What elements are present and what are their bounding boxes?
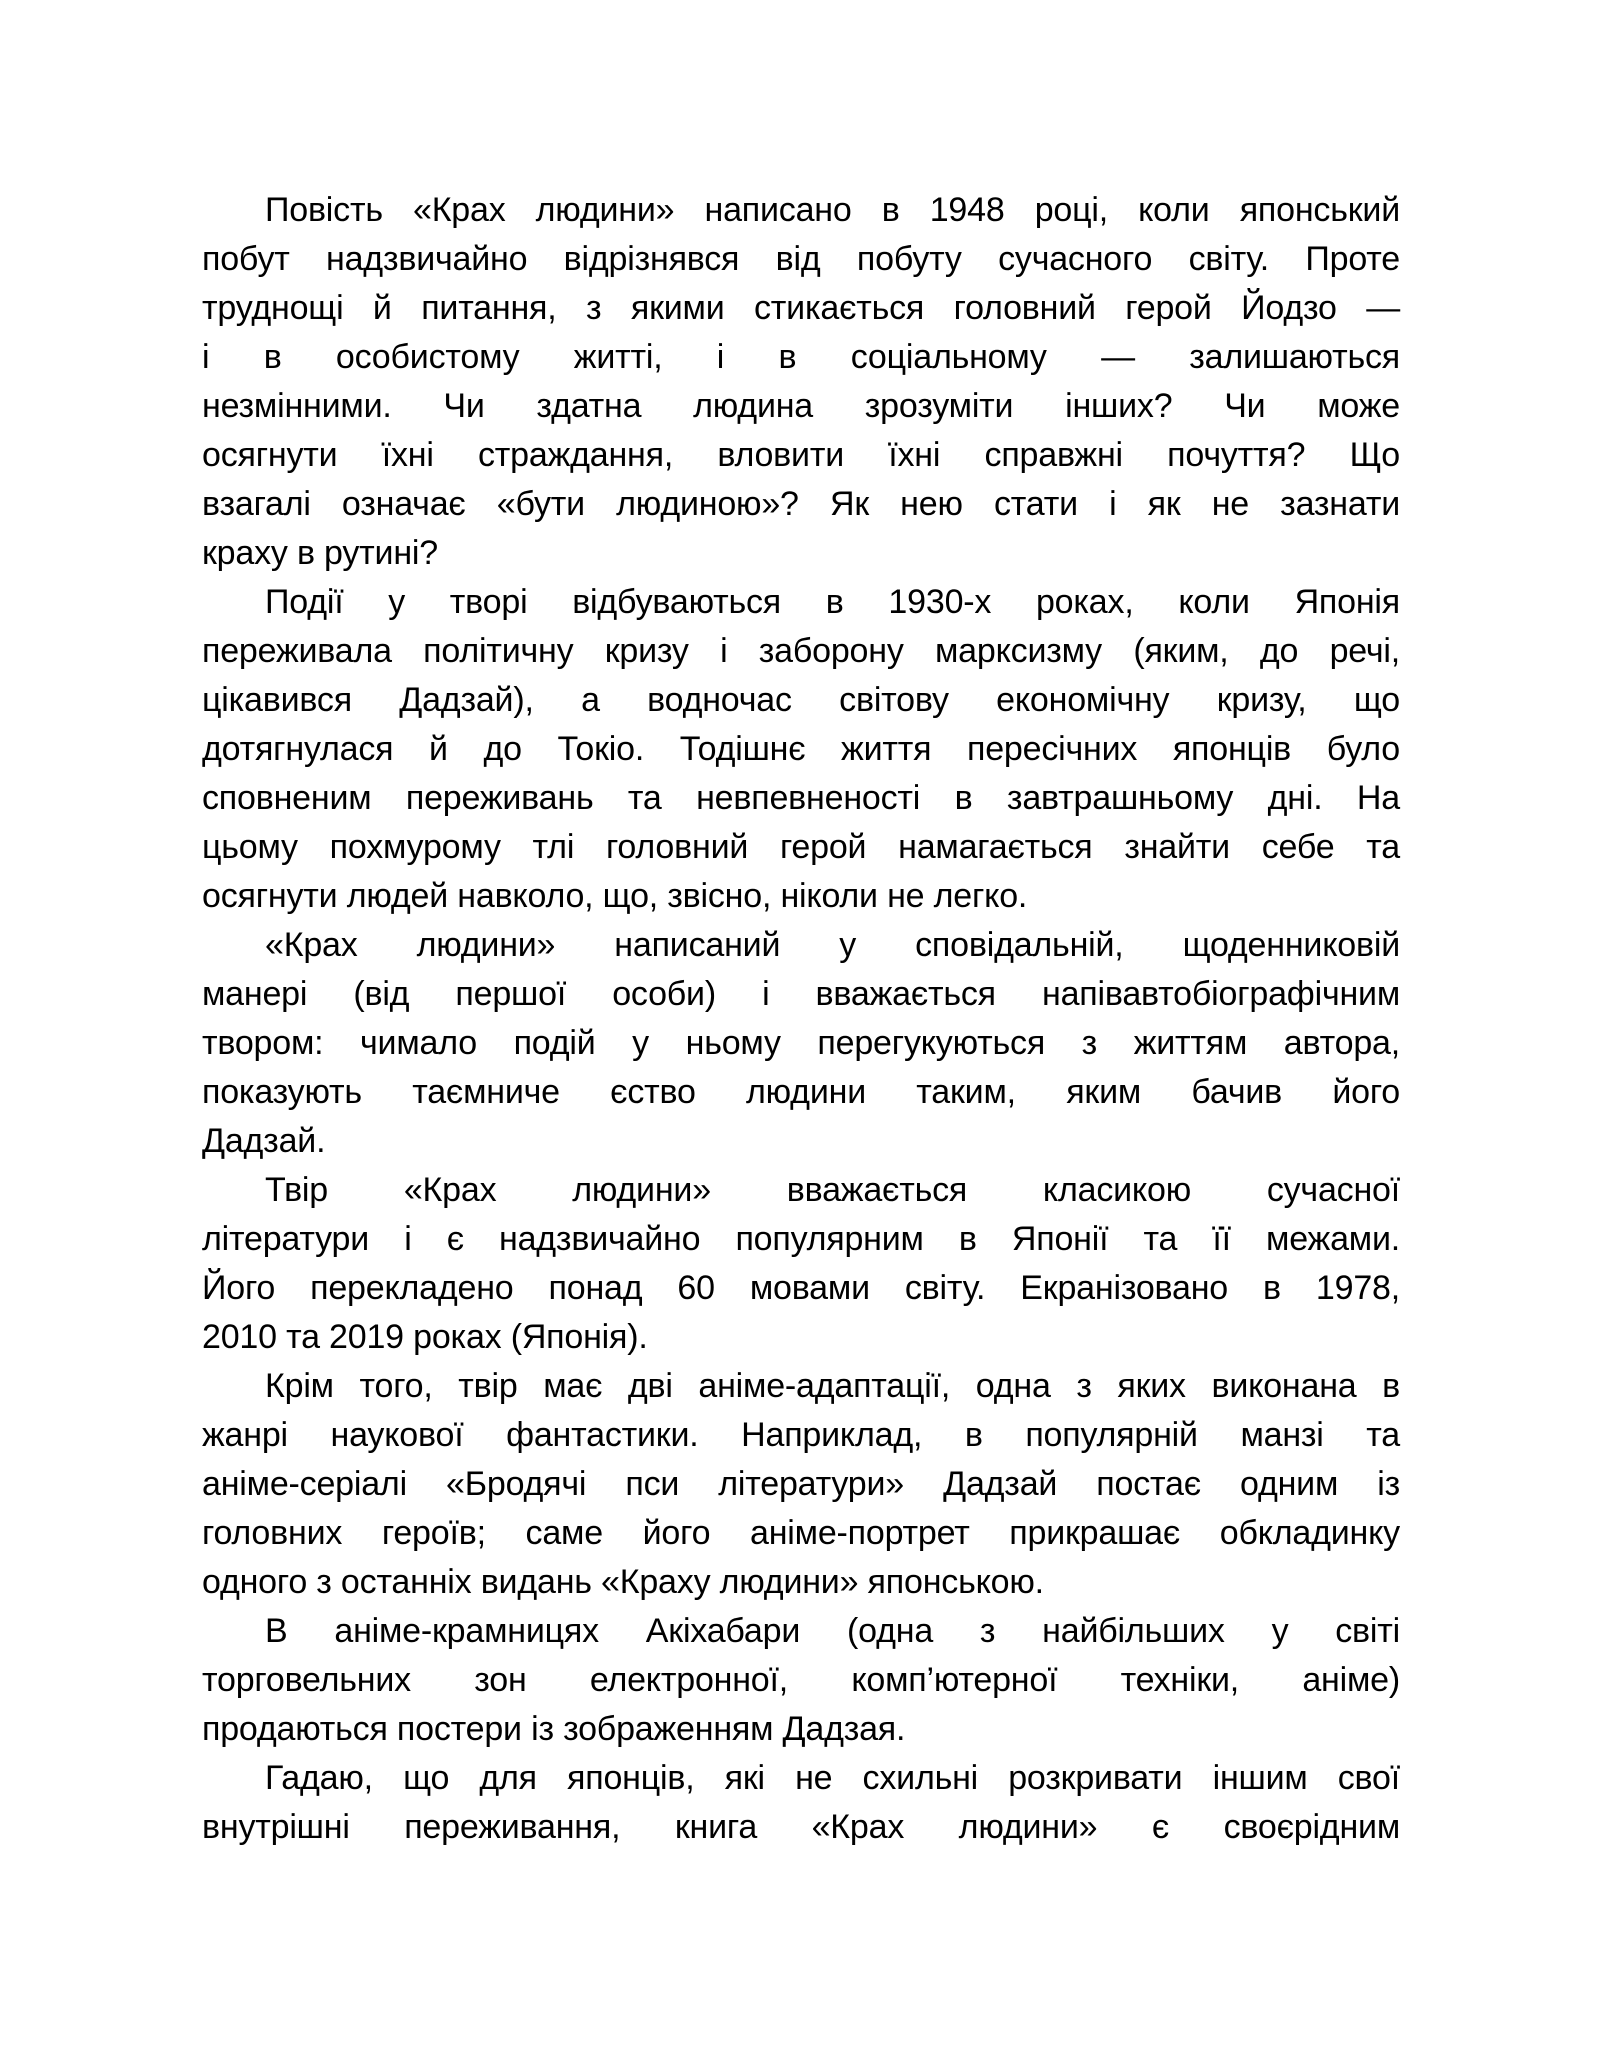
text-line: В аніме-крамницях Акіхабари (одна з найбільших у світі bbox=[265, 1612, 1400, 1650]
text-line: Крім того, твір має дві аніме-адаптації, одна з яких виконана в bbox=[265, 1367, 1400, 1405]
text-line: дотягнулася й до Токіо. Тодішнє життя пересічних японців було bbox=[202, 730, 1400, 768]
text-line: Події у творі відбуваються в 1930-х роках, коли Японія bbox=[265, 583, 1400, 621]
text-line: показують таємниче єство людини таким, яким бачив його bbox=[202, 1073, 1400, 1111]
text-line: осягнути людей навколо, що, звісно, ніколи не легко. bbox=[202, 877, 1028, 915]
text-line: «Крах людини» написаний у сповідальній, щоденниковій bbox=[265, 926, 1400, 964]
text-line: побут надзвичайно відрізнявся від побуту сучасного світу. Проте bbox=[202, 240, 1400, 278]
text-line: сповненим переживань та невпевненості в завтрашньому дні. На bbox=[202, 779, 1400, 817]
text-line: одного з останніх видань «Краху людини» японською. bbox=[202, 1563, 1044, 1601]
text-line: Його перекладено понад 60 мовами світу. Екранізовано в 1978, bbox=[202, 1269, 1400, 1307]
paragraph bbox=[202, 186, 1400, 578]
text-line: цьому похмурому тлі головний герой намагається знайти себе та bbox=[202, 828, 1400, 866]
paragraph bbox=[202, 578, 1400, 921]
text-line: Гадаю, що для японців, які не схильні розкривати іншим свої bbox=[265, 1759, 1400, 1797]
text-line: твором: чимало подій у ньому перегукуються з життям автора, bbox=[202, 1024, 1400, 1062]
text-line: переживала політичну кризу і заборону марксизму (яким, до речі, bbox=[202, 632, 1400, 670]
text-line: взагалі означає «бути людиною»? Як нею стати і як не зазнати bbox=[202, 485, 1400, 523]
paragraph bbox=[202, 1166, 1400, 1362]
text-line: 2010 та 2019 роках (Японія). bbox=[202, 1318, 648, 1356]
paragraph bbox=[202, 1754, 1400, 1852]
text-line: і в особистому житті, і в соціальному — залишаються bbox=[202, 338, 1400, 376]
paragraph bbox=[202, 1607, 1400, 1754]
text-line: труднощі й питання, з якими стикається головний герой Йодзо — bbox=[202, 289, 1400, 327]
text-block bbox=[202, 186, 1400, 1852]
text-line: жанрі наукової фантастики. Наприклад, в популярній манзі та bbox=[202, 1416, 1400, 1454]
text-line: торговельних зон електронної, комп’ютерної техніки, аніме) bbox=[202, 1661, 1400, 1699]
text-line: літератури і є надзвичайно популярним в Японії та її межами. bbox=[202, 1220, 1400, 1258]
paragraph bbox=[202, 921, 1400, 1166]
text-line: осягнути їхні страждання, вловити їхні справжні почуття? Що bbox=[202, 436, 1400, 474]
text-line: Дадзай. bbox=[202, 1122, 326, 1160]
text-line: головних героїв; саме його аніме-портрет прикрашає обкладинку bbox=[202, 1514, 1400, 1552]
text-line: аніме-серіалі «Бродячі пси літератури» Дадзай постає одним із bbox=[202, 1465, 1400, 1503]
text-line: краху в рутині? bbox=[202, 534, 438, 572]
paragraph bbox=[202, 1362, 1400, 1607]
text-line: манері (від першої особи) і вважається напівавтобіографічним bbox=[202, 975, 1400, 1013]
text-line: внутрішні переживання, книга «Крах людини» є своєрідним bbox=[202, 1808, 1400, 1846]
text-line: продаються постери із зображенням Дадзая. bbox=[202, 1710, 906, 1748]
text-line: цікавився Дадзай), а водночас світову економічну кризу, що bbox=[202, 681, 1400, 719]
text-line: незмінними. Чи здатна людина зрозуміти інших? Чи може bbox=[202, 387, 1400, 425]
text-line: Повість «Крах людини» написано в 1948 році, коли японський bbox=[265, 191, 1400, 229]
text-line: Твір «Крах людини» вважається класикою сучасної bbox=[265, 1171, 1400, 1209]
